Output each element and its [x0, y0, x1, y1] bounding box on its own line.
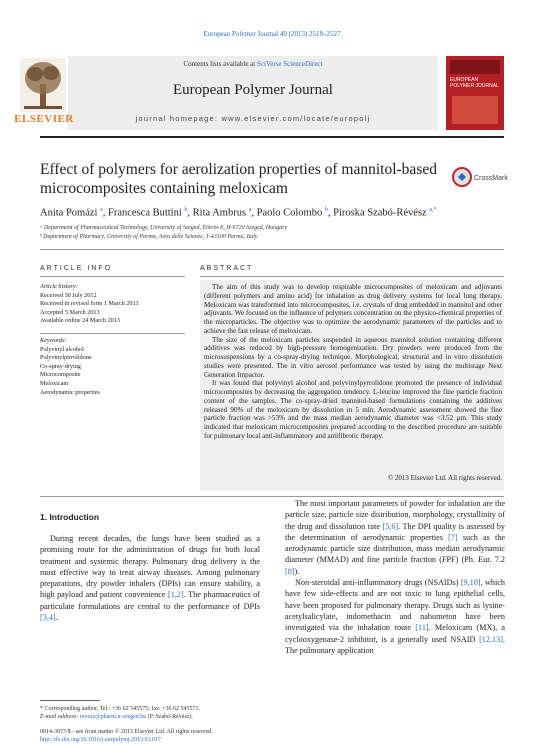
citation-link[interactable]: [3,4]	[40, 613, 56, 623]
body-column-right	[285, 498, 505, 656]
citation-link[interactable]: [8]	[285, 566, 295, 576]
body-text: . Meloxicam (MX), a cyclooxygenase-2 inhibitor, is a generally used NSAID	[285, 623, 505, 644]
history-item: Received 30 July 2012	[40, 291, 97, 299]
issn-doi-block	[40, 728, 280, 744]
journal-homepage[interactable]: journal homepage: www.elsevier.com/locate/europolj	[135, 114, 371, 123]
author-list: Anita Pomázi $^a$, Francesca Buttini $^b$, Rita Ambrus $^a$, Paolo Colombo $^b$, Piroska Szabó-Révész $^{a,*}$	[40, 207, 437, 219]
abstract-paragraph: It was found that polyvinyl alcohol and polyvinylpyrrolidone promoted the presence of individual microcomposites by decreasing the aggregation tendency. L-leucine improved the fine particle fraction content of the samples. The co-spray-dried mannitol-based formulations containing the additives released 90% of the meloxicam by dissolution in 5 min. Aerodynamic assessment showed the fine particle fraction was >53% and the mass median aerodynamic diameter was <3.52 µm. This study indicated that meloxicam microcomposites prepared according to the described procedure are suitable for pulmonary local anti-inflammatory and antifibrotic therapy.	[204, 379, 502, 440]
corresponding-author-note: * Corresponding author. Tel.: +36 62 545575; fax: +36 62 545571.	[40, 706, 201, 712]
citation-link[interactable]: [11]	[415, 623, 429, 633]
email-suffix: (P. Szabó-Révész).	[146, 714, 193, 720]
body-text: . The pulmonary application	[285, 634, 505, 655]
header-rule	[40, 136, 504, 138]
author-name[interactable]: Rita Ambrus	[192, 207, 247, 219]
author-affiliation-mark[interactable]: b	[324, 207, 328, 213]
copyright-notice: © 2013 Elsevier Ltd. All rights reserved.	[387, 474, 502, 482]
abstract-text	[204, 283, 502, 441]
author-affiliation-mark[interactable]: a	[248, 207, 252, 213]
body-paragraph	[40, 533, 260, 623]
section-heading: 1. Introduction	[40, 512, 100, 522]
affiliation-b: ᵇ Department of Pharmacy, University of Parma, Area delle Scienze, 1-43100 Parma, Italy	[40, 234, 258, 240]
article-info-heading: ARTICLE INFO	[40, 265, 113, 272]
contents-prefix: Contents lists available at	[183, 60, 257, 68]
history-item: Available online 24 March 2013	[40, 317, 120, 325]
history-item: Received in revised form 1 March 2013	[40, 300, 139, 308]
keyword-item: Polyvinyl alcohol	[40, 345, 84, 353]
body-text: , which have few side-effects and are not toxic to lung epithelial cells, have been proposed for pulmonary therapy. Drugs such as lysine-acetylsalicylate, indomethacin and nabumeton have been investigated via the inhalation route	[285, 578, 505, 633]
affiliation-rule	[40, 249, 504, 250]
author-affiliation-mark[interactable]: b	[184, 207, 188, 213]
body-rule	[40, 496, 504, 497]
keyword-item: Microcomposite	[40, 371, 81, 379]
citation-link[interactable]: [9,10]	[460, 578, 481, 588]
body-column-left	[40, 533, 260, 623]
keyword-item: Polyvinylpirrolidone	[40, 354, 92, 362]
keyword-item: Meloxicam	[40, 379, 69, 387]
author-name[interactable]: Piroska Szabó-Révész	[333, 207, 427, 219]
abstract-paragraph: The aim of this study was to develop respirable microcomposites of meloxicam and adjuvants (different polymers and amino acid) for inhalation as drug delivery systems for local lung therapy. Meloxicam was transformed into microcomposites, i.e. crystals of drug embedded in mannitol and other adjuvants. We focused on the influence of polymers concentration on the physico-chemical properties of the microparticles. The objective was to optimize the aerodynamic parameters of the particles and to achieve the fast release of meloxicam.	[204, 283, 502, 335]
journal-citation[interactable]: European Polymer Journal 49 (2013) 2518–2527	[203, 30, 341, 38]
author-affiliation-mark[interactable]: a,*	[429, 207, 437, 213]
article-history	[40, 283, 185, 326]
body-text: During recent decades, the lungs have been studied as a promising route for the administration of drugs for both local treatment and systemic therapy. Pulmonary drug delivery is the most effective way to treat airway diseases. Among pulmonary preparations, dry powder inhalers (DPIs) can ensure stability, a high payload and patient convenience	[40, 534, 260, 600]
history-item: Accepted 5 March 2013	[40, 308, 100, 316]
cover-title: EUROPEAN POLYMER JOURNAL	[450, 77, 499, 89]
keywords-label: Keywords:	[40, 337, 67, 344]
body-text: such as the aerodynamic particle size distribution, mass median aerodynamic diameter (MMAD) and fine particle fraction (FPF) (Ph. Eur. 7.2	[285, 532, 505, 565]
body-text: . The DPI quality is assessed by the determination of aerodynamic properties	[285, 521, 506, 542]
contents-line	[68, 60, 438, 68]
abstract-heading: ABSTRACT	[200, 265, 254, 272]
citation-link[interactable]: [7]	[448, 532, 458, 542]
keyword-item: Co-spray-drying	[40, 362, 81, 370]
history-label: Article history:	[40, 283, 78, 290]
doi-link[interactable]: http://dx.doi.org/10.1016/j.eurpolymj.2013.03.017	[40, 737, 162, 743]
keyword-item: Aerodynamic properties	[40, 388, 100, 396]
body-text: ).	[294, 566, 300, 576]
author-name[interactable]: Anita Pomázi	[40, 207, 98, 219]
author-name[interactable]: Paolo Colombo	[256, 207, 323, 219]
affiliation-a: ᵃ Department of Pharmaceutical Technology, University of Szeged, Eötvös 6, H-6720 Szeged, Hungary	[40, 225, 288, 231]
abstract-paragraph: The size of the meloxicam particles suspended in aqueous mannitol solution containing different additives was reduced by high-pressure homogenization. Dry powders were produced from the microsuspensions by a co-spray-drying technique. Morphological, structural and in vitro dissolution studies were presented. The in vitro aerosol performance was tested by using the multistage Next Generation Impactor.	[204, 335, 502, 379]
journal-name: European Polymer Journal	[173, 82, 333, 98]
journal-cover-thumbnail[interactable]	[446, 56, 504, 130]
body-text: The most important parameters of powder for inhalation are the particle size, particle size distribution, morphology, crystallinity of the drug and dissolution rate	[285, 499, 505, 531]
email-link[interactable]: revesz@pharm.u-szeged.hu	[79, 714, 147, 720]
elsevier-tree-icon	[20, 58, 66, 112]
issn-line: 0014-3057/$ - see front matter © 2013 Elsevier Ltd. All rights reserved.	[40, 729, 213, 735]
email-note	[40, 713, 260, 721]
citation-link[interactable]: [1,2]	[168, 590, 184, 600]
author-name[interactable]: Francesca Buttini	[108, 207, 182, 219]
body-paragraph	[285, 577, 505, 656]
body-text: Non-steroidal anti-inflammatory drugs (NSAIDs)	[295, 578, 461, 588]
email-label: E-mail address:	[40, 714, 80, 720]
crossmark-label: CrossMark	[474, 175, 508, 182]
body-text: . The pharmaceutics of particulate formulations are central to the performance of DPIs	[40, 590, 260, 611]
author-affiliation-mark[interactable]: a	[100, 207, 103, 213]
body-text: .	[55, 613, 58, 623]
body-paragraph	[285, 498, 505, 577]
abstract-rule	[200, 276, 504, 277]
keywords-list	[40, 337, 185, 397]
citation-link[interactable]: [5,6]	[382, 521, 399, 531]
keywords-rule	[40, 333, 185, 334]
article-info-rule	[40, 276, 185, 277]
paper-title: Effect of polymers for aerolization properties of mannitol-based microcomposites containing meloxicam	[40, 161, 437, 198]
crossmark-button[interactable]	[452, 164, 512, 190]
citation-link[interactable]: [12,13]	[479, 634, 503, 644]
sciencedirect-link[interactable]: SciVerse ScienceDirect	[257, 60, 323, 68]
footnote-rule	[40, 700, 100, 701]
elsevier-logo: ELSEVIER	[14, 113, 74, 125]
